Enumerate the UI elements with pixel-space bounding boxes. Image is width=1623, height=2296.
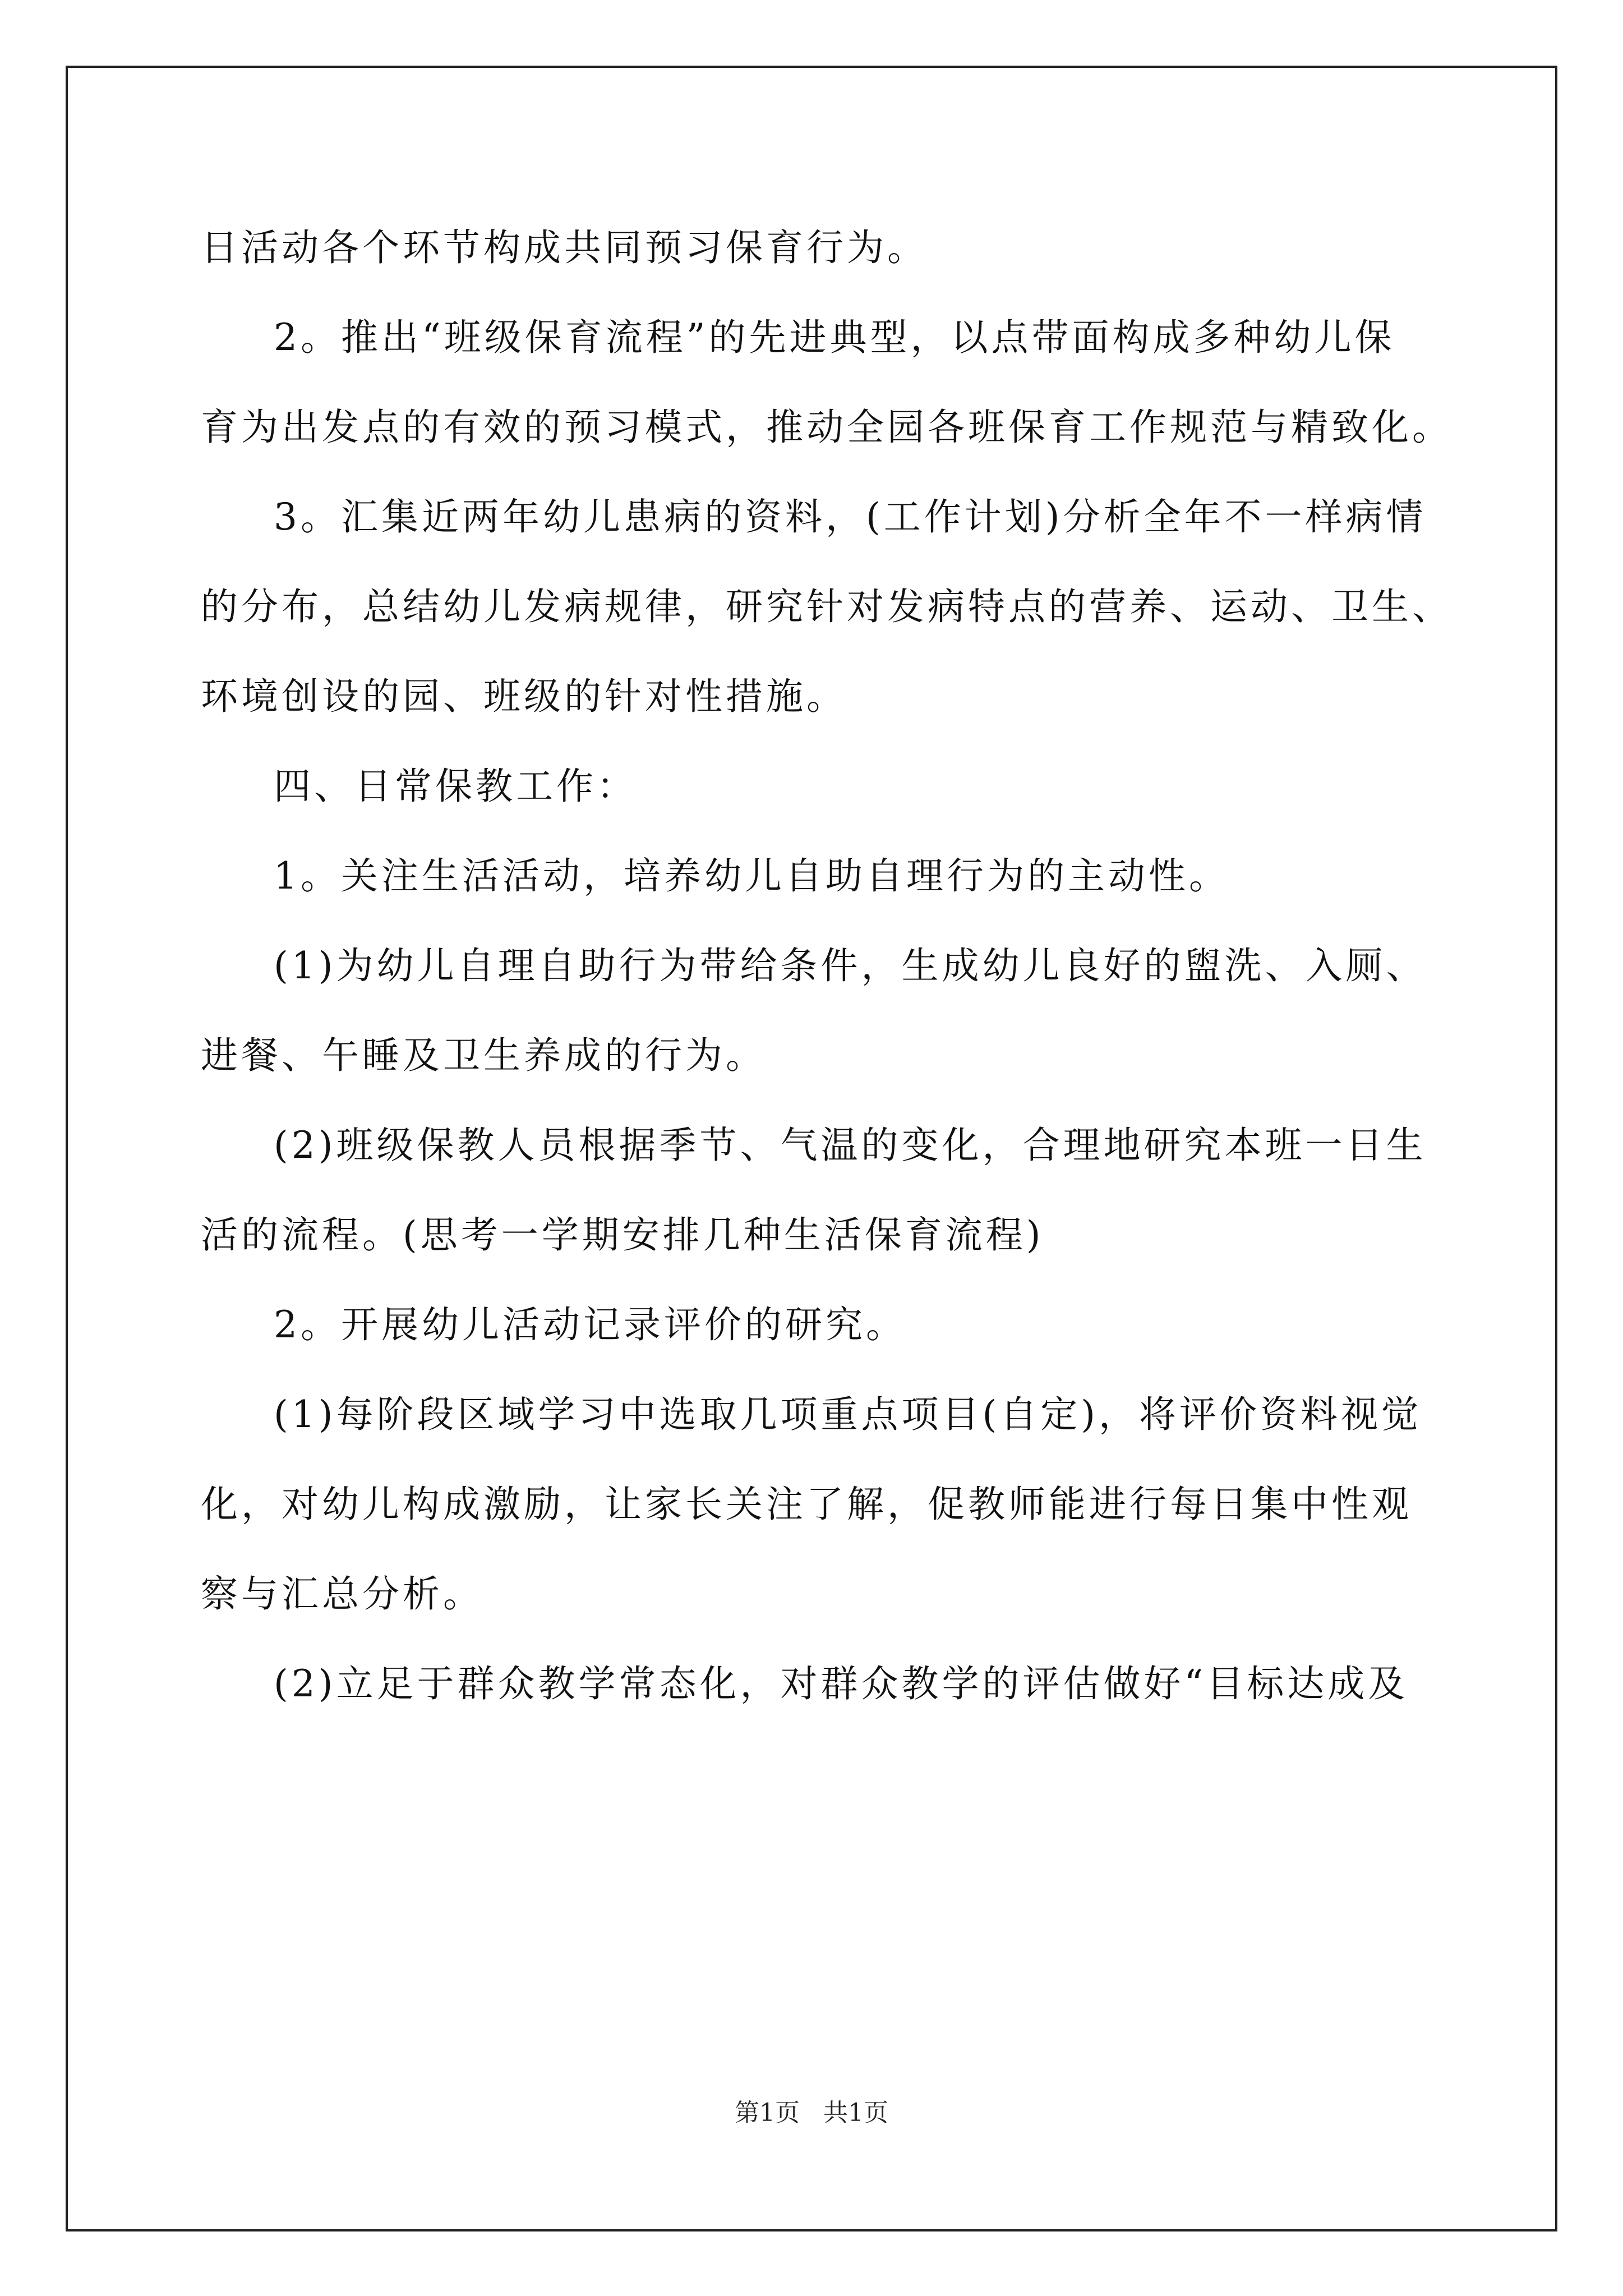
body-line: 2。推出“班级保育流程”的先进典型，以点带面构成多种幼儿保 bbox=[274, 316, 1395, 359]
body-line: 1。关注生活活动，培养幼儿自助自理行为的主动性。 bbox=[274, 854, 1229, 898]
body-line: 2。开展幼儿活动记录评价的研究。 bbox=[274, 1303, 906, 1346]
body-line: 进餐、午睡及卫生养成的行为。 bbox=[201, 1034, 766, 1077]
body-line: 化，对幼儿构成激励，让家长关注了解，促教师能进行每日集中性观 bbox=[201, 1483, 1412, 1526]
body-line: (2)班级保教人员根据季节、气温的变化，合理地研究本班一日生 bbox=[274, 1124, 1427, 1167]
body-line: 3。汇集近两年幼儿患病的资料，(工作计划)分析全年不一样病情 bbox=[274, 495, 1427, 539]
body-line: 育为出发点的有效的预习模式，推动全园各班保育工作规范与精致化。 bbox=[201, 406, 1453, 449]
body-line: 日活动各个环节构成共同预习保育行为。 bbox=[201, 226, 928, 269]
section-heading: 四、日常保教工作： bbox=[274, 765, 637, 808]
body-line: 的分布，总结幼儿发病规律，研究针对发病特点的营养、运动、卫生、 bbox=[201, 585, 1453, 628]
body-line: 察与汇总分析。 bbox=[201, 1572, 483, 1616]
body-line: 环境创设的园、班级的针对性措施。 bbox=[201, 675, 847, 718]
body-line: (2)立足于群众教学常态化，对群众教学的评估做好“目标达成及 bbox=[274, 1662, 1409, 1705]
body-line: (1)每阶段区域学习中选取几项重点项目(自定)，将评价资料视觉 bbox=[274, 1393, 1422, 1436]
body-line: 活的流程。(思考一学期安排几种生活保育流程) bbox=[201, 1213, 1044, 1257]
page-footer: 第1页 共1页 bbox=[735, 2099, 888, 2127]
body-line: (1)为幼儿自理自助行为带给条件，生成幼儿良好的盥洗、入厕、 bbox=[274, 944, 1427, 987]
